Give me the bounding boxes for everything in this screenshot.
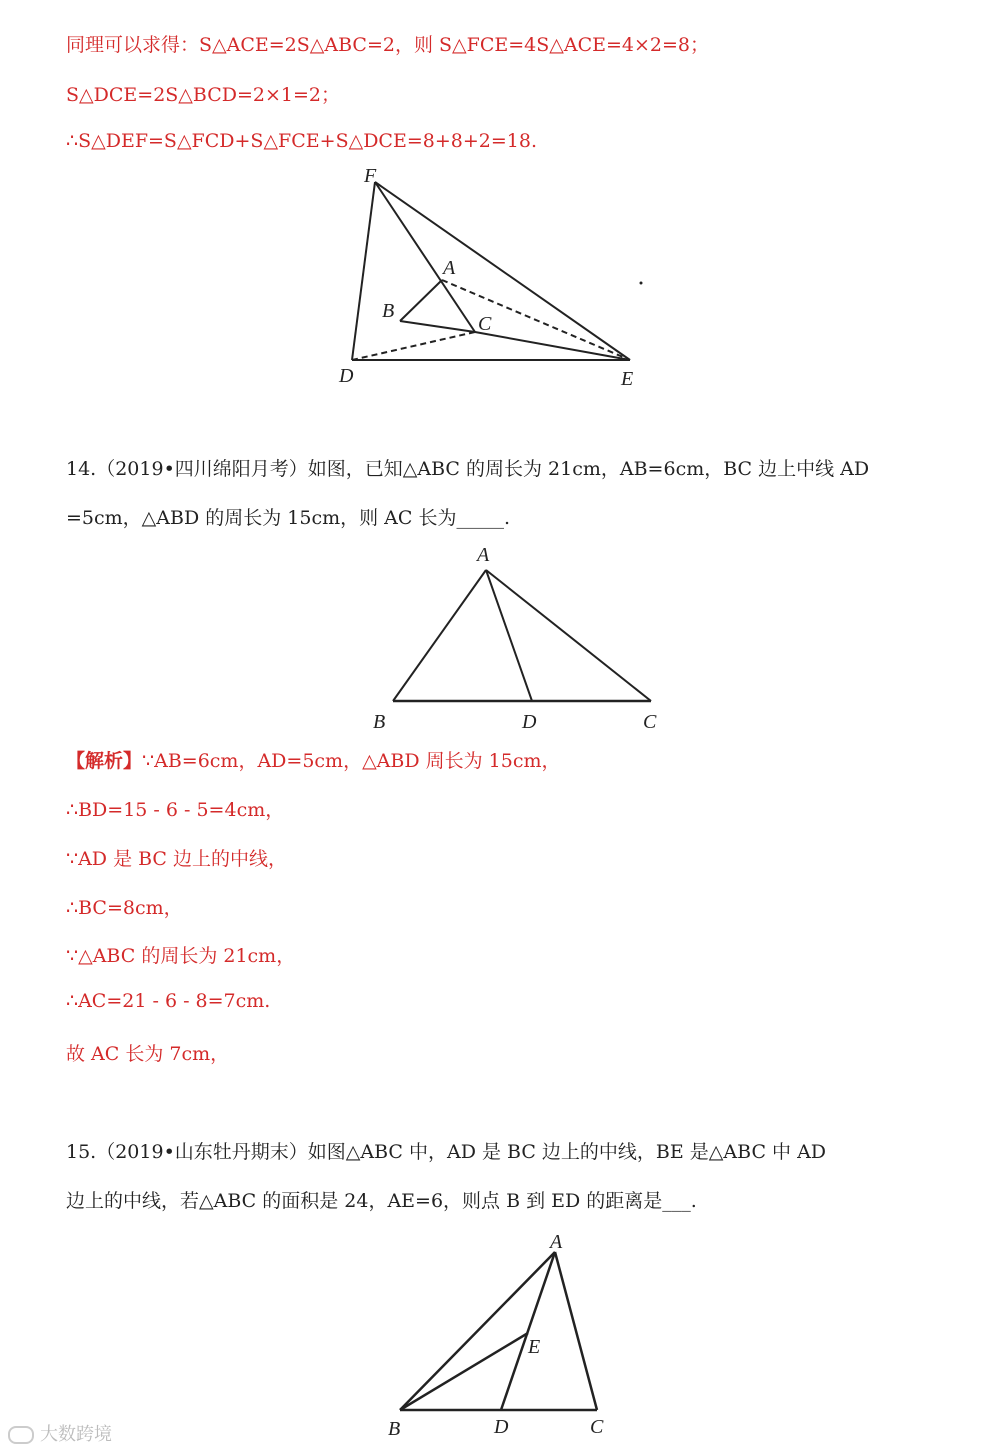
fig2-label-d: D bbox=[522, 711, 537, 733]
solution14-line4: ∴BC=8cm， bbox=[66, 897, 183, 919]
figure-triangle-def bbox=[330, 160, 660, 395]
solution13-line3: ∴S△DEF=S△FCD+S△FCE+S△DCE=8+8+2=18. bbox=[66, 130, 537, 152]
fig1-label-d: D bbox=[339, 365, 354, 387]
fig2-label-a: A bbox=[477, 544, 490, 566]
watermark-text: 大数跨境 bbox=[40, 1424, 112, 1445]
fig1-label-c: C bbox=[478, 313, 492, 335]
fig3-label-e: E bbox=[528, 1336, 541, 1358]
fig3-label-d: D bbox=[494, 1416, 509, 1438]
solution14-line6: ∴AC=21 - 6 - 8=7cm. bbox=[66, 990, 271, 1012]
problem15-line2: 边上的中线，若△ABC 的面积是 24，AE=6，则点 B 到 ED 的距离是___. bbox=[66, 1190, 697, 1212]
fig1-label-b: B bbox=[382, 300, 395, 322]
watermark-logo-icon bbox=[8, 1426, 34, 1444]
fig1-label-e: E bbox=[621, 368, 634, 390]
solution14-line5: ∵△ABC 的周长为 21cm， bbox=[66, 945, 296, 967]
solution14-line7: 故 AC 长为 7cm， bbox=[66, 1043, 230, 1065]
solution14-line1-text: ∵AB=6cm，AD=5cm，△ABD 周长为 15cm， bbox=[142, 750, 561, 772]
fig2-label-b: B bbox=[373, 711, 386, 733]
fig1-label-f: F bbox=[364, 165, 377, 187]
solution13-line1: 同理可以求得：S△ACE=2S△ABC=2，则 S△FCE=4S△ACE=4×2=8； bbox=[66, 34, 710, 56]
fig3-label-c: C bbox=[590, 1416, 604, 1438]
figure-triangle-abc-median bbox=[380, 1228, 630, 1450]
fig3-label-b: B bbox=[388, 1418, 401, 1440]
solution14-line2: ∴BD=15 - 6 - 5=4cm， bbox=[66, 799, 285, 821]
solution-tag: 【解析】 bbox=[66, 750, 143, 772]
solution14-line1 bbox=[66, 746, 561, 773]
problem15-line1: 15.（2019•山东牡丹期末）如图△ABC 中，AD 是 BC 边上的中线，BE 是△ABC 中 AD bbox=[66, 1141, 827, 1163]
figure-triangle-abc bbox=[365, 535, 675, 740]
fig1-label-a: A bbox=[443, 257, 456, 279]
fig2-label-c: C bbox=[643, 711, 657, 733]
problem14-line1: 14.（2019•四川绵阳月考）如图，已知△ABC 的周长为 21cm，AB=6cm，BC 边上中线 AD bbox=[66, 458, 870, 480]
solution14-line3: ∵AD 是 BC 边上的中线， bbox=[66, 848, 288, 870]
problem14-line2: =5cm，△ABD 的周长为 15cm，则 AC 长为_____. bbox=[66, 507, 510, 529]
solution13-line2: S△DCE=2S△BCD=2×1=2； bbox=[66, 84, 341, 106]
watermark bbox=[8, 1420, 112, 1446]
fig3-label-a: A bbox=[550, 1231, 563, 1253]
